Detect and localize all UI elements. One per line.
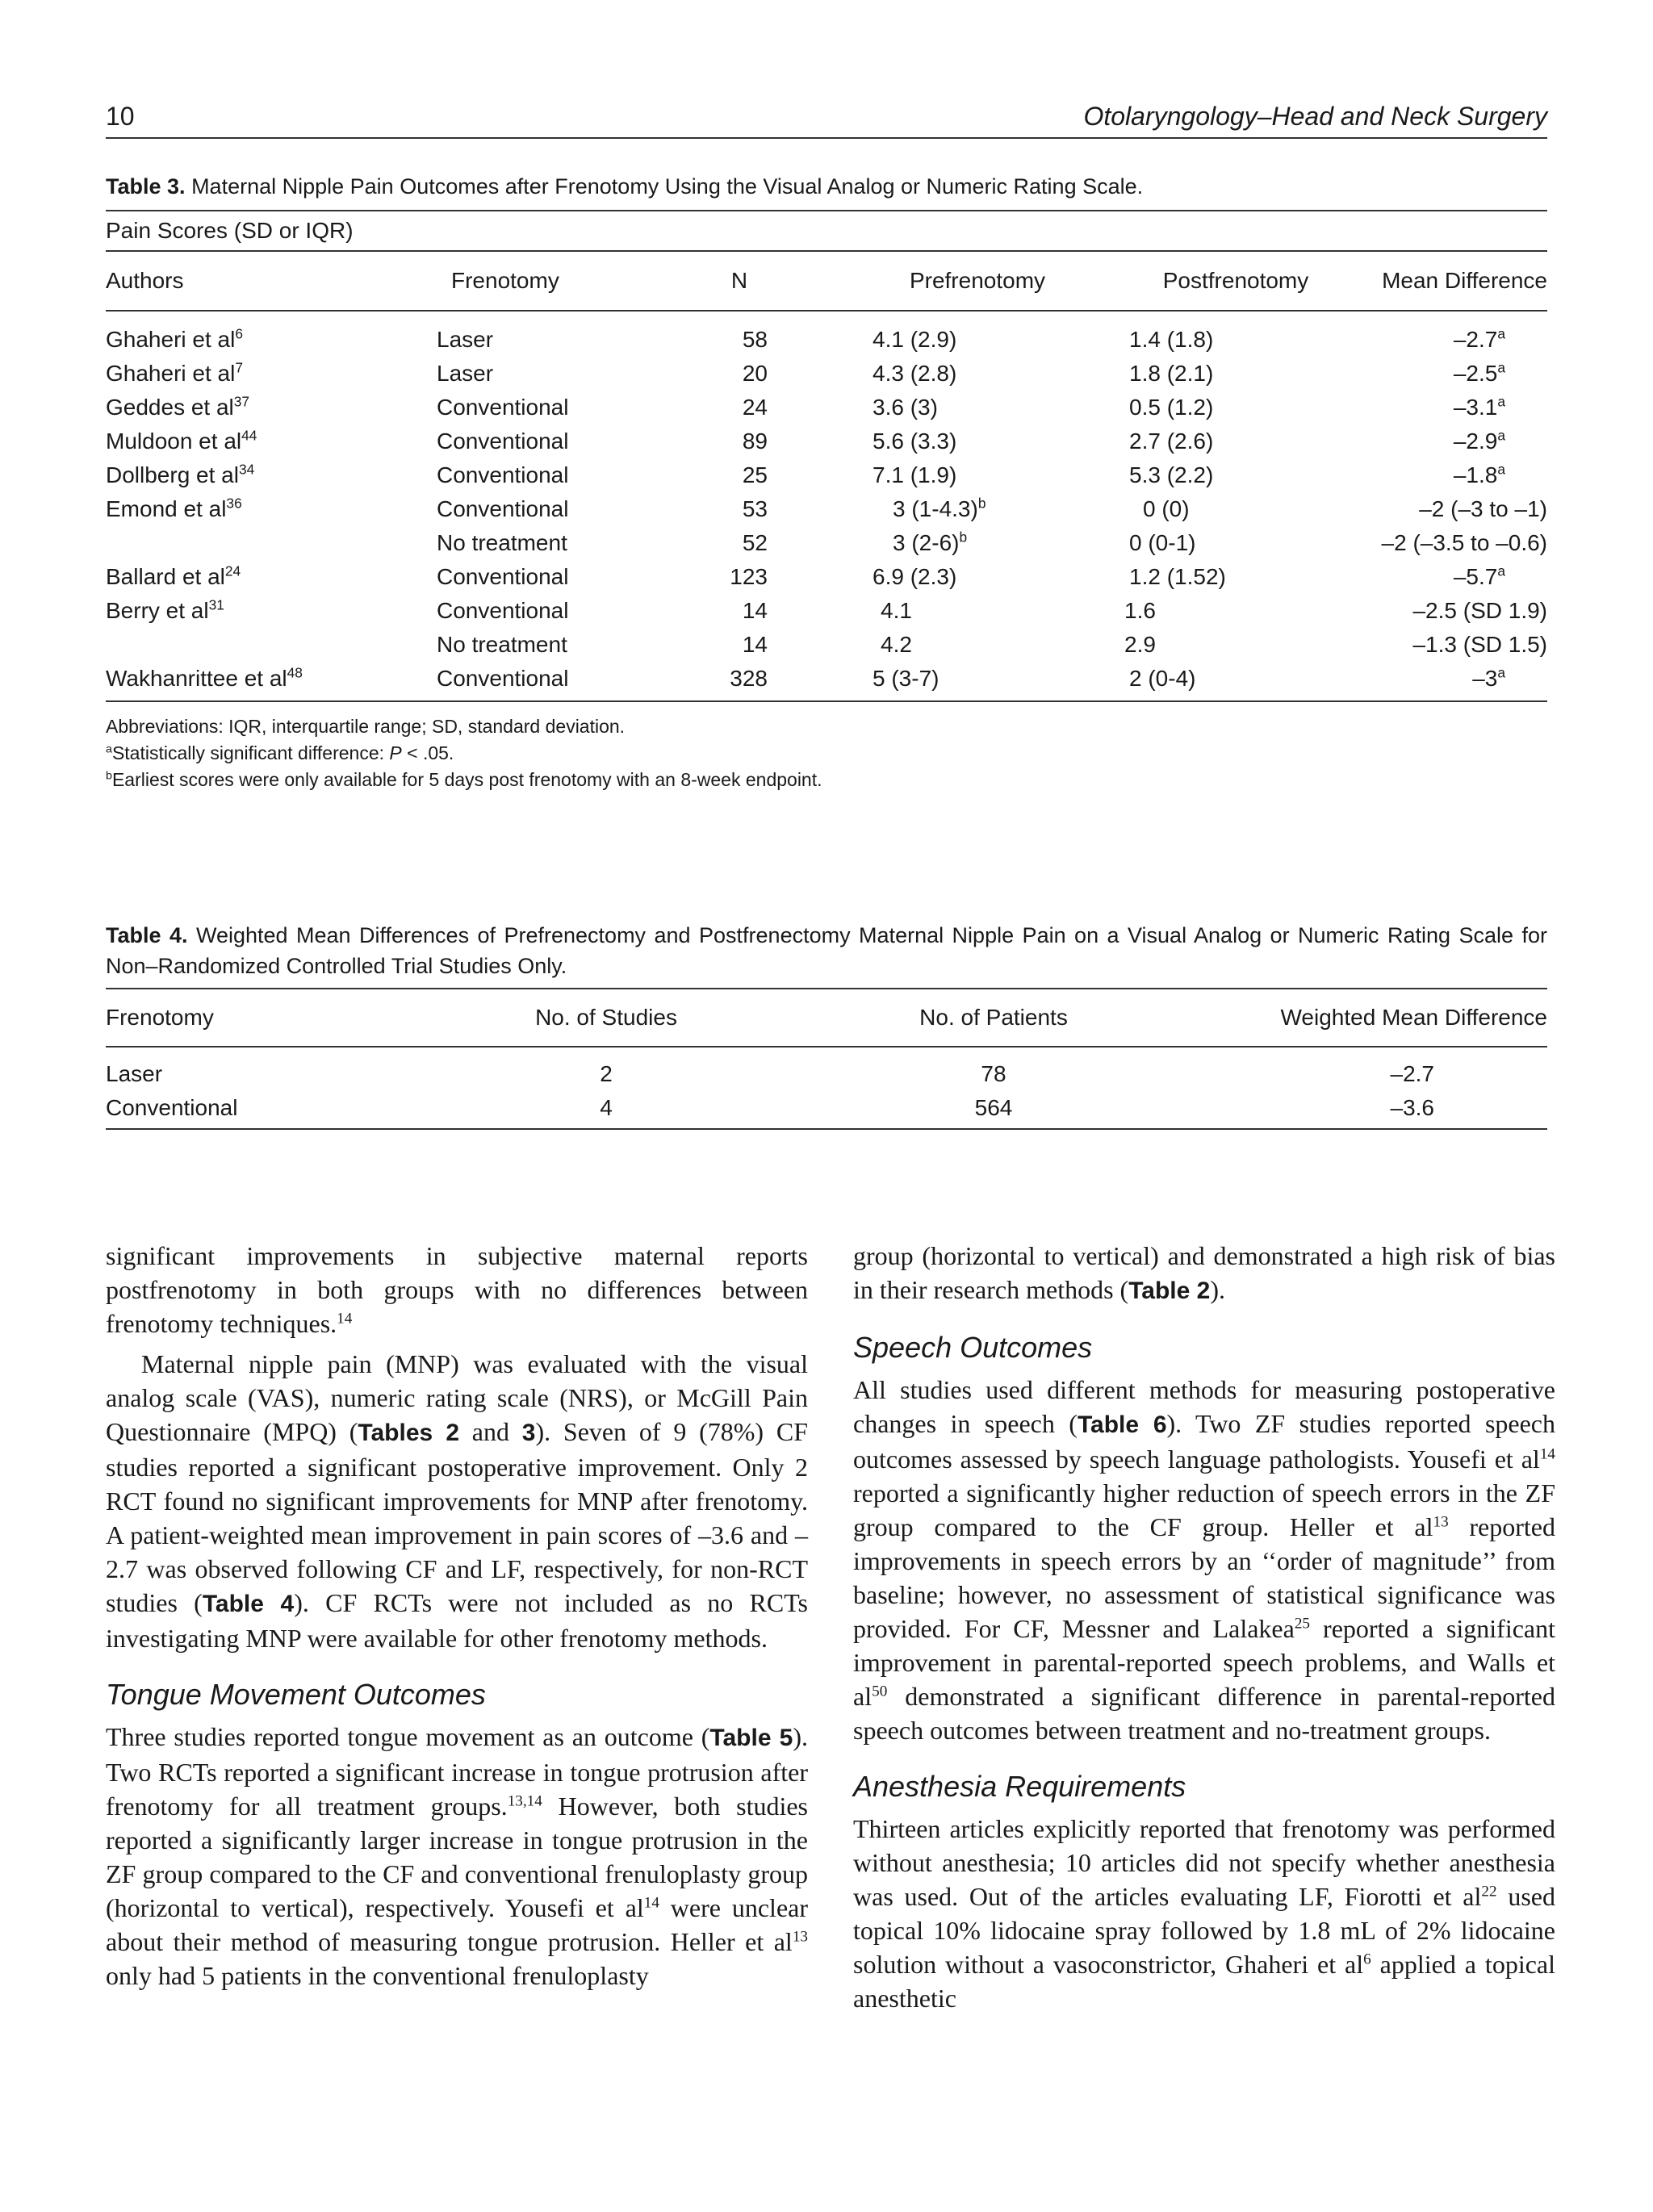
cell-author: Berry et $al^{31}$: [106, 596, 224, 623]
cell-prefrenotomy: 4.3 (2.8): [873, 361, 957, 386]
cell-prefrenotomy: 3.6 (3): [873, 395, 938, 420]
table-row: [106, 1091, 1547, 1125]
cell-mean-difference: –2.5$^a$: [1453, 359, 1505, 386]
table-3-group-header: Pain Scores (SD or IQR): [106, 218, 354, 243]
table-row: [106, 323, 1547, 357]
cell-mean-difference: –1.8$^a$: [1453, 461, 1505, 487]
table-3: [106, 171, 1547, 793]
cell-n: 58: [742, 327, 768, 352]
cell-frenotomy: No treatment: [437, 530, 567, 555]
cell-n: 52: [742, 530, 768, 555]
cell-n: 14: [742, 632, 768, 657]
table-row: [106, 594, 1547, 628]
cell-n: 25: [742, 462, 768, 487]
cell-frenotomy: Conventional: [437, 462, 569, 487]
cell-n: 123: [730, 564, 768, 589]
table-4-title: Weighted Mean Differences of Prefrenectomy and Postfrenectomy Maternal Nipple Pain on a Visual Analog or Numeric Rating Scale for Non–Randomized Controlled Trial Studies Only.: [106, 923, 1547, 978]
table-row: [106, 357, 1547, 391]
cell-postfrenotomy: 0 (0): [1143, 496, 1190, 521]
table-row: [106, 391, 1547, 424]
cell-postfrenotomy: 0 (0-1): [1129, 530, 1196, 555]
cell-postfrenotomy: 5.3 (2.2): [1129, 462, 1214, 487]
table-row: [106, 560, 1547, 594]
col-header-authors: Authors: [106, 268, 184, 293]
table-3-column-headers: [106, 252, 1547, 310]
cell-mean-difference: –3$^a$: [1472, 664, 1505, 691]
cell-frenotomy: Laser: [437, 361, 494, 386]
cell-n: 89: [742, 429, 768, 454]
cell-frenotomy: Conventional: [437, 666, 569, 691]
cell-mean-difference: –2 (–3.5 to –0.6): [1381, 530, 1547, 555]
cell-author: Wakhanrittee et $al^{48}$: [106, 664, 303, 691]
cell-prefrenotomy: 7.1 (1.9): [873, 462, 957, 487]
table-row: [106, 1057, 1547, 1091]
col-header-postfrenotomy: Postfrenotomy: [1162, 268, 1309, 293]
cell-author: Dollberg et $al^{34}$: [106, 461, 255, 487]
running-header: [106, 95, 1547, 139]
cell-prefrenotomy: 4.1 (2.9): [873, 327, 957, 352]
cell-author: Emond et $al^{36}$: [106, 495, 242, 521]
cell-frenotomy: Conventional: [437, 395, 569, 420]
col-header-prefrenotomy: Prefrenotomy: [909, 268, 1046, 293]
table-row: [106, 492, 1547, 526]
table-3-caption: [106, 171, 1547, 202]
cell-no-of-patients: 78: [981, 1061, 1006, 1086]
cell-postfrenotomy: 1.8 (2.1): [1129, 361, 1214, 386]
cell-mean-difference: –5.7$^a$: [1453, 562, 1505, 589]
cell-postfrenotomy: 2.7 (2.6): [1129, 429, 1214, 454]
cell-prefrenotomy: 5.6 (3.3): [873, 429, 957, 454]
footnote-abbreviations: Abbreviations: IQR, interquartile range; SD, standard deviation.: [106, 716, 626, 737]
cell-n: 20: [742, 361, 768, 386]
cell-prefrenotomy: 4.2: [881, 632, 912, 657]
cell-author: Ballard et $al^{24}$: [106, 562, 241, 589]
cell-frenotomy: Conventional: [106, 1095, 238, 1120]
table-4-body: [106, 1047, 1547, 1128]
table-3-label: Table 3.: [106, 174, 186, 199]
cell-frenotomy: Conventional: [437, 496, 569, 521]
col-header-frenotomy: Frenotomy: [451, 268, 559, 293]
col-header-no-of-studies: No. of Studies: [535, 1005, 677, 1030]
cell-frenotomy: Conventional: [437, 429, 569, 454]
footnote-b: $^b$Earliest scores were only available for 5 days post frenotomy with an 8-week endpoint.: [106, 769, 822, 790]
cell-prefrenotomy: 3 $(1-4.3)^b$: [893, 495, 986, 521]
cell-frenotomy: Laser: [437, 327, 494, 352]
col-header-mean-difference: Mean Difference: [1382, 268, 1547, 293]
table-4-label: Table 4.: [106, 923, 188, 947]
page-number: 10: [106, 102, 135, 131]
table-3-title: Maternal Nipple Pain Outcomes after Frenotomy Using the Visual Analog or Numeric Rating Scale.: [191, 174, 1144, 199]
cell-prefrenotomy: 5 (3-7): [873, 666, 939, 691]
cell-postfrenotomy: 2 (0-4): [1129, 666, 1196, 691]
table-row: [106, 526, 1547, 560]
cell-frenotomy: Laser: [106, 1061, 163, 1086]
body-left-column: [106, 1239, 808, 1992]
paragraph: All studies used different methods for measuring postoperative changes in speech (Table 6). Two ZF studies reported speech outcomes assessed by speech language pathologists. Yousefi et $al^{14}$ reported a significantly higher reduction of speech errors in the ZF group compared to the CF group. Heller et $al^{13}$ reported improvements in speech errors by an ‘‘order of magnitude’’ from baseline; however, no assessment of statistical significance was provided. For CF, Messner and Lalakea$^{25}$ reported a significant improvement in parental-reported speech problems, and Walls et $al^{50}$ demonstrated a significant difference in parental-reported speech outcomes between treatment and no-treatment groups.: [853, 1375, 1556, 1745]
cell-no-of-studies: 2: [600, 1061, 613, 1086]
table-3-body: [106, 312, 1547, 700]
section-heading-tongue-movement: Tongue Movement Outcomes: [106, 1678, 486, 1711]
cell-mean-difference: –2.9$^a$: [1453, 427, 1505, 454]
footnote-a: $^a$Statistically significant difference: P < .05.: [106, 742, 454, 763]
paragraph: group (horizontal to vertical) and demonstrated a high risk of bias in their research methods (Table 2).: [853, 1241, 1555, 1304]
body-right-column: [853, 1239, 1555, 2015]
cell-prefrenotomy: 6.9 (2.3): [873, 564, 957, 589]
table-3-footnotes: [106, 713, 1547, 793]
col-header-n: N: [730, 268, 748, 293]
cell-frenotomy: No treatment: [437, 632, 567, 657]
table-4: [106, 920, 1547, 1130]
cell-postfrenotomy: 1.4 (1.8): [1129, 327, 1214, 352]
cell-author: Geddes et $al^{37}$: [106, 393, 250, 420]
cell-n: 14: [742, 598, 768, 623]
paragraph: Thirteen articles explicitly reported that frenotomy was performed without anesthesia; 10 articles did not specify whether anesthesia was used. Out of the articles evaluating LF, Fiorotti et $al^{22}$ used topical 10% lidocaine spray followed by 1.8 mL of 2% lidocaine solution without a vasoconstrictor, Ghaheri et $al^6$ applied a topical anesthetic: [853, 1814, 1556, 2013]
cell-no-of-patients: 564: [974, 1095, 1013, 1120]
cell-postfrenotomy: 1.6: [1124, 598, 1156, 623]
section-heading-anesthesia: Anesthesia Requirements: [853, 1770, 1186, 1803]
cell-prefrenotomy: 3 $(2-6)^b$: [893, 529, 968, 555]
cell-mean-difference: –2.7$^a$: [1453, 325, 1505, 352]
cell-mean-difference: –1.3 (SD 1.5): [1412, 632, 1547, 657]
cell-weighted-mean-difference: –3.6: [1390, 1095, 1434, 1120]
cell-no-of-studies: 4: [600, 1095, 613, 1120]
cell-weighted-mean-difference: –2.7: [1390, 1061, 1434, 1086]
cell-prefrenotomy: 4.1: [881, 598, 912, 623]
cell-n: 328: [730, 666, 768, 691]
col-header-frenotomy: Frenotomy: [106, 1005, 214, 1030]
table-row: [106, 424, 1547, 458]
cell-mean-difference: –2.5 (SD 1.9): [1412, 598, 1547, 623]
cell-mean-difference: –3.1$^a$: [1453, 393, 1505, 420]
cell-author: Muldoon et $al^{44}$: [106, 427, 257, 454]
cell-author: Ghaheri et $al^6$: [106, 325, 243, 352]
col-header-no-of-patients: No. of Patients: [919, 1005, 1068, 1030]
paragraph: significant improvements in subjective maternal reports postfrenotomy in both groups with no differences between frenotomy techniques.$^{14}$: [106, 1241, 808, 1338]
cell-mean-difference: –2 (–3 to –1): [1419, 496, 1547, 521]
table-4-caption: [106, 920, 1547, 981]
cell-postfrenotomy: 2.9: [1124, 632, 1156, 657]
cell-author: Ghaheri et $al^7$: [106, 359, 243, 386]
col-header-weighted-mean-difference: Weighted Mean Difference: [1280, 1005, 1547, 1030]
table-row: [106, 628, 1547, 662]
cell-postfrenotomy: 1.2 (1.52): [1129, 564, 1226, 589]
table-row: [106, 662, 1547, 696]
table-4-column-headers: [106, 989, 1547, 1046]
journal-title: Otolaryngology–Head and Neck Surgery: [1083, 102, 1547, 131]
cell-n: 24: [742, 395, 768, 420]
cell-frenotomy: Conventional: [437, 564, 569, 589]
cell-frenotomy: Conventional: [437, 598, 569, 623]
cell-n: 53: [742, 496, 768, 521]
section-heading-speech-outcomes: Speech Outcomes: [853, 1331, 1093, 1364]
paragraph: Three studies reported tongue movement as an outcome (Table 5). Two RCTs reported a significant increase in tongue protrusion after frenotomy for all treatment groups.$^{13,14}$ However, both studies reported a significantly larger increase in tongue protrusion in the ZF group compared to the CF and conventional frenuloplasty group (horizontal to vertical), respectively. Yousefi et $al^{14}$ were unclear about their method of measuring tongue protrusion. Heller et $al^{13}$ only had 5 patients in the conventional frenuloplasty: [106, 1722, 809, 1990]
cell-postfrenotomy: 0.5 (1.2): [1129, 395, 1214, 420]
table-row: [106, 458, 1547, 492]
paragraph: Maternal nipple pain (MNP) was evaluated with the visual analog scale (VAS), numeric rating scale (NRS), or McGill Pain Questionnaire (MPQ) (Tables 2 and 3). Seven of 9 (78%) CF studies reported a significant postoperative improvement. Only 2 RCT found no significant improvements for MNP after frenotomy. A patient-weighted mean improvement in pain scores of –3.6 and –2.7 was observed following CF and LF, respectively, for non-RCT studies (Table 4). CF RCTs were not included as no RCTs investigating MNP were available for other frenotomy methods.: [106, 1349, 809, 1653]
